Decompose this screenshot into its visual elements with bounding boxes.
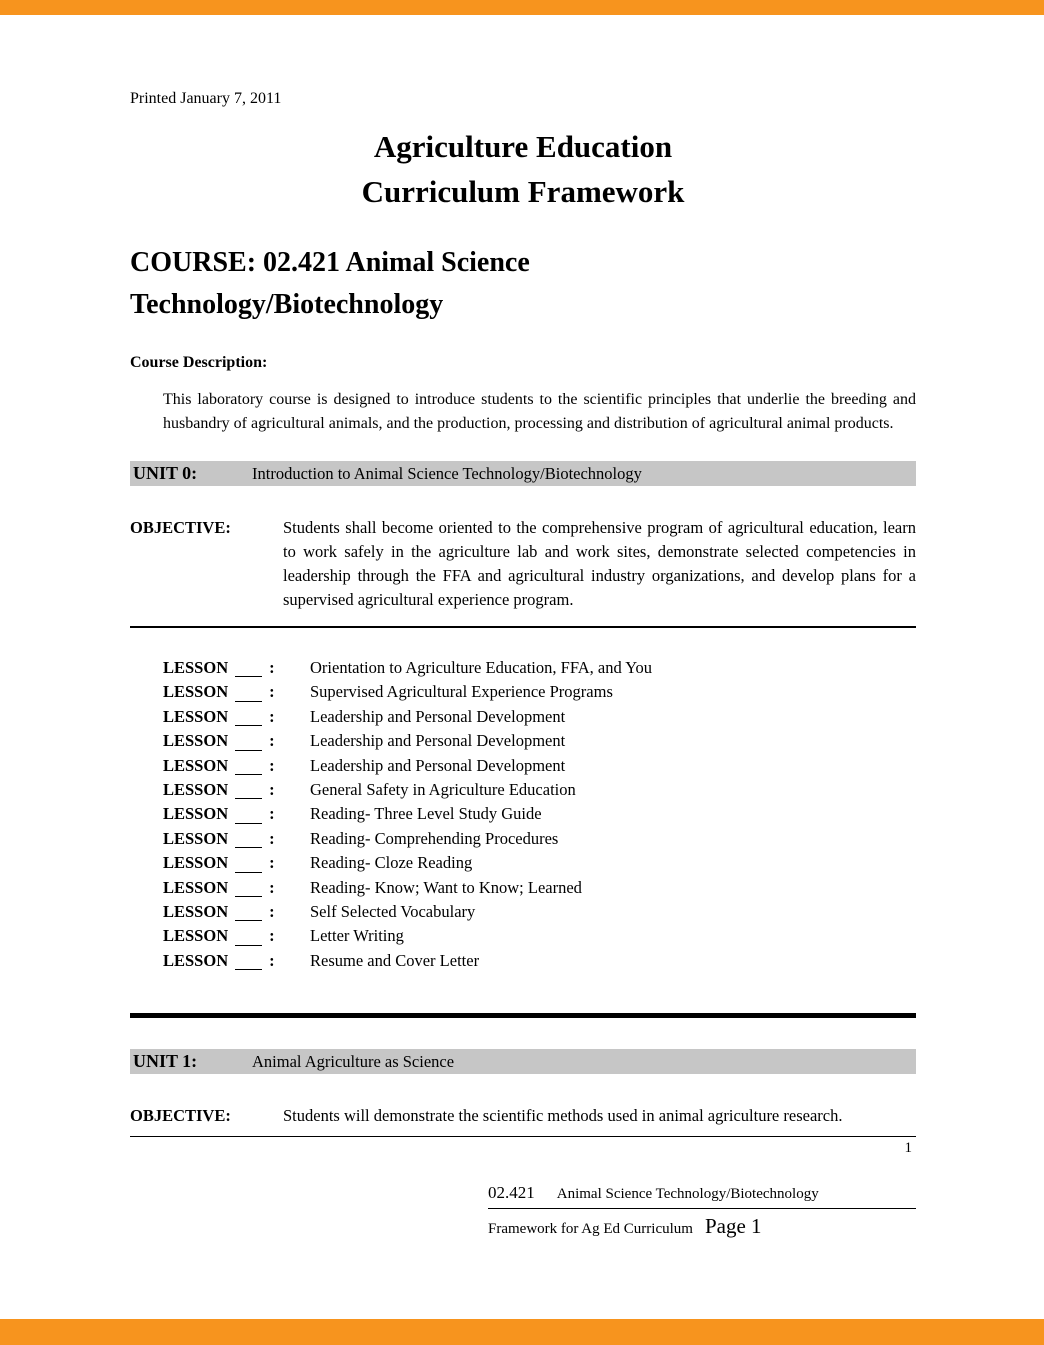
lesson-separator: : [269, 731, 275, 751]
lesson-title: Reading- Comprehending Procedures [310, 828, 559, 848]
lesson-separator: : [269, 828, 275, 848]
lesson-title: Letter Writing [310, 926, 404, 946]
lesson-label: LESSON [163, 950, 229, 970]
lesson-title: Leadership and Personal Development [310, 706, 566, 726]
lesson-separator: : [269, 926, 275, 946]
footer-course-line [488, 1183, 916, 1209]
lesson-row-head [163, 705, 310, 729]
unit1-objective-row [130, 1104, 916, 1128]
unit0-objective-label: OBJECTIVE: [130, 518, 231, 537]
lesson-title: Reading- Three Level Study Guide [310, 804, 542, 824]
lesson-row-head [163, 729, 310, 753]
unit0-title: Introduction to Animal Science Technology/Biotechnology [252, 463, 642, 483]
unit1-title: Animal Agriculture as Science [252, 1051, 455, 1071]
lesson-row [130, 729, 916, 753]
lesson-row-head [163, 656, 310, 680]
lesson-list [130, 656, 916, 973]
lesson-separator: : [269, 755, 275, 775]
bottom-border-bar [0, 1319, 1044, 1345]
lesson-row [130, 680, 916, 704]
lesson-label: LESSON [163, 902, 229, 922]
divider-thick [130, 1013, 916, 1018]
footer-framework-label: Framework for Ag Ed Curriculum [488, 1221, 693, 1238]
lesson-row-head [163, 827, 310, 851]
document-page [130, 0, 916, 1239]
lesson-title: Reading- Know; Want to Know; Learned [310, 877, 582, 897]
lesson-title: Supervised Agricultural Experience Programs [310, 682, 613, 702]
document-title-line1: Agriculture Education [373, 129, 673, 164]
unit0-label: UNIT 0: [133, 463, 198, 483]
lesson-label: LESSON [163, 804, 229, 824]
lesson-number-blank [235, 957, 262, 970]
unit1-header-bar [130, 1049, 916, 1074]
lesson-row-head [163, 876, 310, 900]
lesson-number-blank [235, 908, 262, 921]
footer-course-title: Animal Science Technology/Biotechnology [556, 1186, 819, 1203]
divider-footer [130, 1136, 916, 1137]
lesson-row-head [163, 949, 310, 973]
lesson-row-head [163, 802, 310, 826]
lesson-row [130, 949, 916, 973]
lesson-separator: : [269, 950, 275, 970]
lesson-label: LESSON [163, 755, 229, 775]
lesson-number-blank [235, 738, 262, 751]
unit1-objective-label: OBJECTIVE: [130, 1106, 231, 1126]
unit0-objective-text: Students shall become oriented to the comprehensive program of agricultural education, learn to work safely in the agriculture lab and work sites, demonstrate selected competencies in leadership through the FFA and agricultural industry organizations, and develop plans for a supervised agricultural experience program. [283, 518, 916, 609]
lesson-label: LESSON [163, 682, 229, 702]
lesson-label: LESSON [163, 853, 229, 873]
printed-date: Printed January 7, 2011 [130, 90, 282, 107]
lesson-row [130, 778, 916, 802]
lesson-number-blank [235, 860, 262, 873]
lesson-label: LESSON [163, 731, 229, 751]
lesson-separator: : [269, 780, 275, 800]
lesson-number-blank [235, 786, 262, 799]
lesson-row-head [163, 851, 310, 875]
lesson-number-blank [235, 811, 262, 824]
unit0-objective-row [130, 516, 916, 612]
lesson-number-blank [235, 762, 262, 775]
unit1-label: UNIT 1: [133, 1051, 198, 1072]
lesson-row-head [163, 754, 310, 778]
lesson-row-head [163, 778, 310, 802]
unit1-objective-text: Students will demonstrate the scientific methods used in animal agriculture research. [283, 1106, 843, 1126]
lesson-separator: : [269, 877, 275, 897]
divider-after-objective [130, 626, 916, 628]
lesson-row-head [163, 924, 310, 948]
lesson-number-blank [235, 713, 262, 726]
document-title-line2: Curriculum Framework [361, 174, 685, 209]
lesson-row [130, 754, 916, 778]
lesson-title: Resume and Cover Letter [310, 950, 480, 970]
footer [488, 1183, 916, 1239]
lesson-number-blank [235, 884, 262, 897]
lesson-label: LESSON [163, 926, 229, 946]
lesson-row [130, 705, 916, 729]
lesson-row [130, 924, 916, 948]
course-description-label: Course Description: [130, 354, 268, 371]
lesson-separator: : [269, 853, 275, 873]
course-description-text: This laboratory course is designed to introduce students to the scientific principles that underlie the breeding and husbandry of agricultural animals, and the production, processing and distribution of agricultural animal products. [163, 391, 916, 432]
lesson-title: Orientation to Agriculture Education, FFA, and You [310, 658, 653, 677]
lesson-row [130, 827, 916, 851]
lesson-row [130, 656, 916, 680]
footer-course-code: 02.421 [488, 1183, 535, 1203]
lesson-number-blank [235, 933, 262, 946]
lesson-row [130, 802, 916, 826]
lesson-label: LESSON [163, 780, 229, 800]
lesson-number-blank [235, 835, 262, 848]
lesson-label: LESSON [163, 877, 229, 897]
lesson-row-head [163, 680, 310, 704]
lesson-title: Leadership and Personal Development [310, 755, 566, 775]
lesson-row [130, 876, 916, 900]
page-number: 1 [904, 1140, 912, 1157]
lesson-title: Leadership and Personal Development [310, 731, 566, 751]
lesson-number-blank [235, 664, 262, 677]
course-heading-line2: Technology/Biotechnology [130, 289, 444, 320]
unit0-header-bar [130, 461, 916, 486]
lesson-number-blank [235, 689, 262, 702]
lesson-title: General Safety in Agriculture Education [310, 780, 576, 800]
lesson-row-head [163, 900, 310, 924]
lesson-row [130, 851, 916, 875]
lesson-separator: : [269, 804, 275, 824]
document-title [130, 124, 916, 214]
footer-page-label: Page 1 [704, 1214, 762, 1239]
lesson-separator: : [269, 706, 275, 726]
lesson-separator: : [269, 658, 275, 677]
lesson-separator: : [269, 902, 275, 922]
lesson-row [130, 900, 916, 924]
lesson-separator: : [269, 682, 275, 702]
footer-framework-line [488, 1214, 916, 1239]
lesson-label: LESSON [163, 706, 229, 726]
course-heading [130, 242, 916, 326]
lesson-title: Self Selected Vocabulary [310, 902, 476, 922]
lesson-title: Reading- Cloze Reading [310, 853, 473, 873]
lesson-label: LESSON [163, 828, 229, 848]
course-heading-line1: COURSE: 02.421 Animal Science [130, 247, 530, 278]
lesson-label: LESSON [163, 658, 229, 677]
